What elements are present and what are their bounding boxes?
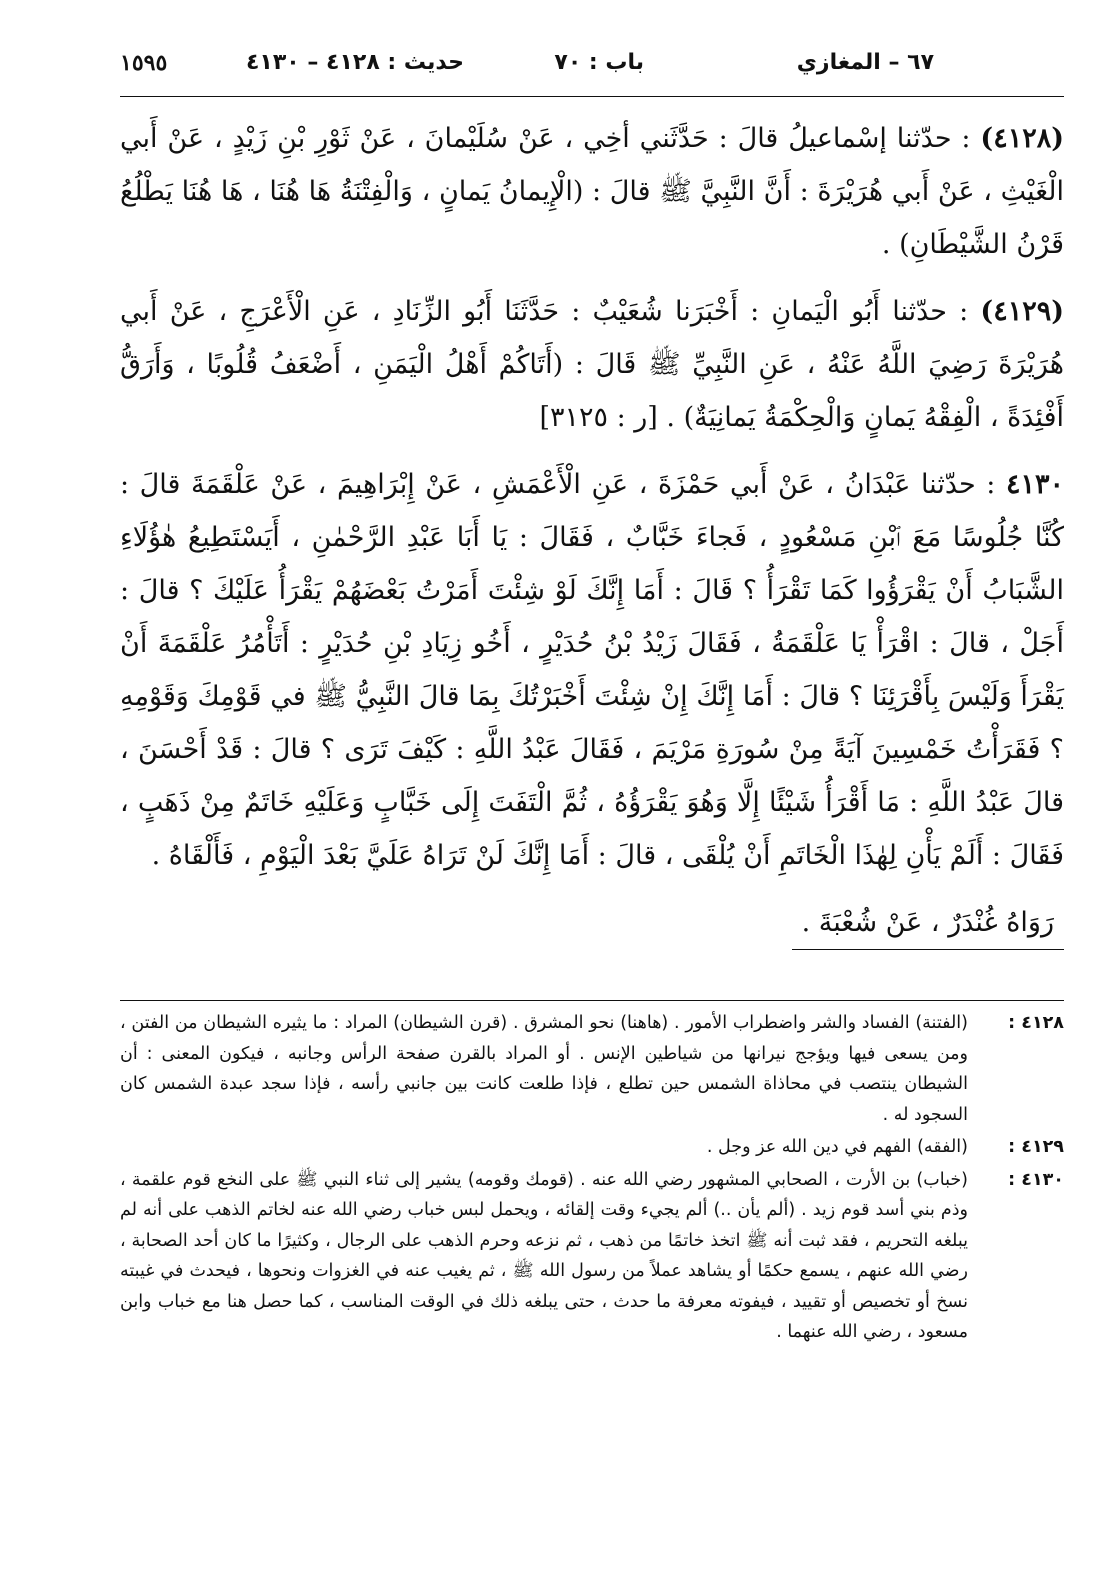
riwaya-line: رَوَاهُ غُنْدَرٌ ، عَنْ شُعْبَةَ . bbox=[792, 901, 1064, 950]
bab-label: باب : ٧٠ bbox=[554, 50, 644, 75]
hadith-number: (٤١٢٩) bbox=[980, 296, 1064, 327]
hadith-body bbox=[120, 112, 1064, 950]
hadith-number: ٤١٣٠ bbox=[1005, 469, 1064, 500]
hadith-4129 bbox=[120, 285, 1064, 444]
hadith-4128 bbox=[120, 112, 1064, 271]
page-number: ١٥٩٥ bbox=[120, 50, 168, 76]
hadith-text: : حدّثنا أَبُو الْيَمانِ : أَخْبَرَنا شُعَيْبٌ : حَدَّثَنَا أَبُو الزِّنَادِ ، عَنِ الْأَعْرَجِ ، عَنْ أَبي هُرَيْرَةَ رَضِيَ اللَّهُ عَنْهُ ، عَنِ النَّبِيِّ ﷺ قَالَ : (أَتَاكُمْ أَهْلُ الْيَمَنِ ، أَضْعَفُ قُلُوبًا ، وَأَرَقُّ أَفْئِدَةً ، الْفِقْهُ يَمانٍ وَالْحِكْمَةُ يَمانِيَةٌ) . [ر : ٣١٢٥] bbox=[120, 296, 1064, 433]
hadith-text: : حدّثنا إسْماعيلُ قالَ : حَدَّثَني أخِي ، عَنْ سُلَيْمانَ ، عَنْ ثَوْرِ بْنِ زَيْدٍ ، عَنْ أَبي الْغَيْثِ ، عَنْ أَبي هُرَيْرَةَ : أَنَّ النَّبِيَّ ﷺ قالَ : (الْإِيمانُ يَمانٍ ، وَالْفِتْنَةُ هَا هُنَا ، هَا هُنَا يَطْلُعُ قَرْنُ الشَّيْطَانِ) . bbox=[120, 123, 1064, 260]
footnote-number: ٤١٣٠ : bbox=[1008, 1169, 1064, 1190]
hadith-text: : حدّثنا عَبْدَانُ ، عَنْ أَبي حَمْزَةَ ، عَنِ الْأَعْمَشِ ، عَنْ إِبْرَاهِيمَ ، عَنْ عَلْقَمَةَ قالَ : كُنَّا جُلُوسًا مَعَ ٱبْنِ مَسْعُودٍ ، فَجاءَ خَبَّابٌ ، فَقَالَ : يَا أَبَا عَبْدِ الرَّحْمٰنِ ، أَيَسْتَطِيعُ هٰؤُلَاءِ الشَّبَابُ أَنْ يَقْرَؤُوا كَمَا تَقْرَأُ ؟ قَالَ : أَمَا إِنَّكَ لَوْ شِئْتَ أَمَرْتُ بَعْضَهُمْ يَقْرَأُ عَلَيْكَ ؟ قالَ : أَجَلْ ، قالَ : اقْرَأْ يَا عَلْقَمَةُ ، فَقَالَ زَيْدُ بْنُ حُدَيْرٍ ، أَخُو زِيَادِ بْنِ حُدَيْرٍ : أَتَأْمُرُ عَلْقَمَةَ أَنْ يَقْرَأَ وَلَيْسَ بِأَقْرَئِنَا ؟ قالَ : أَمَا إِنَّكَ إِنْ شِئْتَ أَخْبَرْتُكَ بِمَا قالَ النَّبِيُّ ﷺ في قَوْمِكَ وَقَوْمِهِ ؟ فَقَرَأْتُ خَمْسِينَ آيَةً مِنْ سُورَةِ مَرْيَمَ ، فَقَالَ عَبْدُ اللَّهِ : كَيْفَ تَرَى ؟ قالَ : قَدْ أَحْسَنَ ، قالَ عَبْدُ اللَّهِ : مَا أَقْرَأُ شَيْئًا إِلَّا وَهُوَ يَقْرَؤُهُ ، ثُمَّ الْتَفَتَ إِلَى خَبَّابٍ وَعَلَيْهِ خَاتَمٌ مِنْ ذَهَبٍ ، فَقَالَ : أَلَمْ يَأْنِ لِهٰذَا الْخَاتَمِ أَنْ يُلْقَى ، قالَ : أَمَا إِنَّكَ لَنْ تَرَاهُ عَلَيَّ بَعْدَ الْيَوْمِ ، فَأَلْقَاهُ . bbox=[120, 469, 1064, 871]
hadith-number: (٤١٢٨) bbox=[980, 123, 1064, 154]
footnote-text: (الفقه) الفهم في دين الله عز وجل . bbox=[706, 1137, 968, 1157]
footnote-divider bbox=[120, 1000, 1064, 1001]
footnote-text: (الفتنة) الفساد والشر واضطراب الأمور . (هاهنا) نحو المشرق . (قرن الشيطان) المراد : ما يثيره الشيطان من الفتن ، ومن يسعى فيها ويؤجج نيرانها من شياطين الإنس . أو المراد بالقرن صفحة الرأس وجانبه ، فيكون المعنى : أن الشيطان ينتصب في محاذاة الشمس حين تطلع ، فإذا طلعت كانت بين جانبي رأسه ، فإذا سجد عبدة الشمس كان السجود له . bbox=[120, 1013, 968, 1125]
footnote-4130 bbox=[120, 1165, 1064, 1348]
running-header bbox=[120, 42, 1064, 92]
hadith-range: حديث : ٤١٢٨ – ٤١٣٠ bbox=[246, 50, 464, 75]
footnotes bbox=[120, 1008, 1064, 1350]
header-divider bbox=[120, 96, 1064, 97]
footnote-4129 bbox=[120, 1132, 1064, 1163]
footnote-4128 bbox=[120, 1008, 1064, 1130]
footnote-text: (خباب) بن الأرت ، الصحابي المشهور رضي الله عنه . (قومك وقومه) يشير إلى ثناء النبي ﷺ على النخع قوم علقمة ، وذم بني أسد قوم زيد . (ألم يأن ..) ألم يجيء وقت إلقائه ، ويحمل لبس خباب رضي الله عنه لخاتم الذهب على أنه لم يبلغه التحريم ، فقد ثبت أنه ﷺ اتخذ خاتمًا من ذهب ، ثم نزعه وحرم الذهب على الرجال ، وكثيرًا ما كان أحد الصحابة ، رضي الله عنهم ، يسمع حكمًا أو يشاهد عملاً من رسول الله ﷺ ، ثم يغيب عنه في الغزوات ونحوها ، فيحدث في غيبته نسخ أو تخصيص أو تقييد ، فيفوته معرفة ما حدث ، حتى يبلغه ذلك في الوقت المناسب ، كما حصل هنا مع خباب وابن مسعود ، رضي الله عنهما . bbox=[120, 1169, 968, 1342]
hadith-4130 bbox=[120, 458, 1064, 882]
footnote-number: ٤١٢٩ : bbox=[1008, 1137, 1064, 1157]
chapter-title: ٦٧ – المغازي bbox=[796, 50, 934, 75]
footnote-number: ٤١٢٨ : bbox=[1008, 1013, 1064, 1033]
